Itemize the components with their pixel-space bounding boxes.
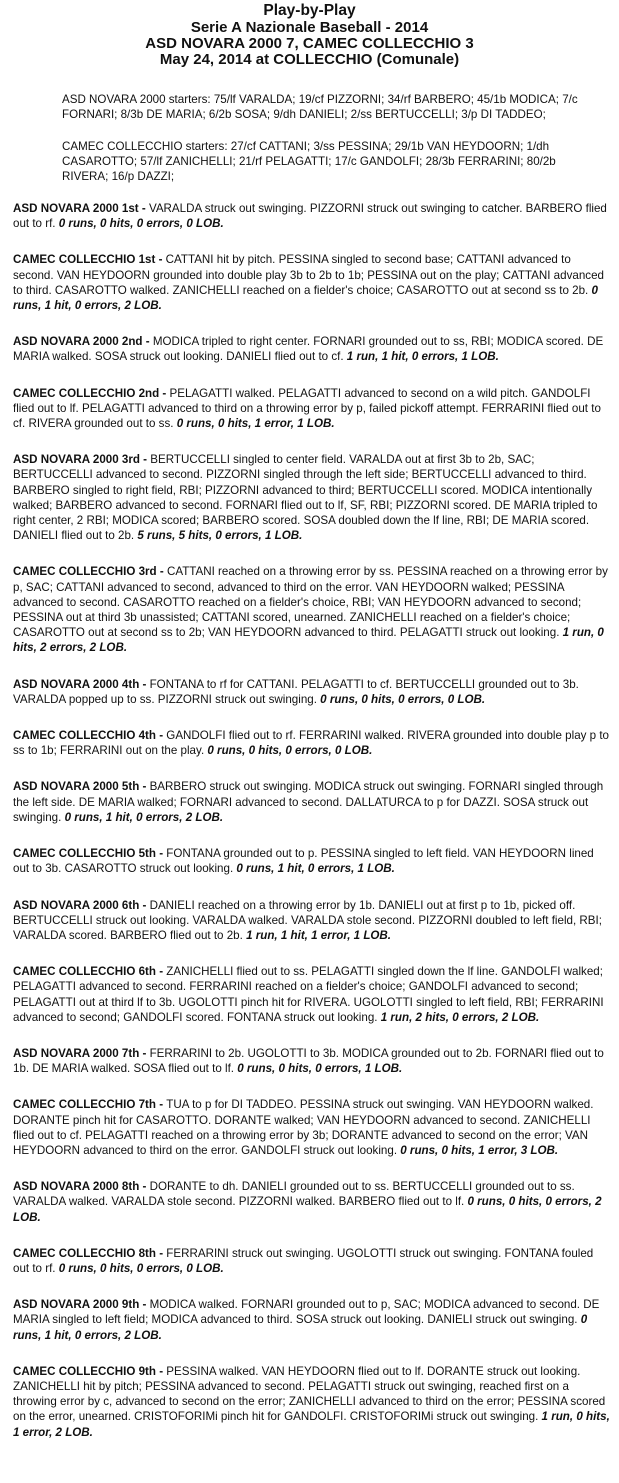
inning-plays: PELAGATTI walked. PELAGATTI advanced to second on a wild pitch. GANDOLFI flied out to lf. PELAGATTI advanced to third on a throwing error by p, failed pickoff attempt. FERRARINI flied out to cf. RIVERA grounded out to ss. — [13, 386, 601, 431]
inning-summary: 0 runs, 0 hits, 0 errors, 0 LOB. — [320, 692, 486, 706]
inning-summary: 0 runs, 0 hits, 1 error, 1 LOB. — [176, 417, 335, 431]
inning-label: ASD NOVARA 2000 9th - — [13, 1298, 150, 1312]
inning-summary: 1 run, 1 hit, 0 errors, 1 LOB. — [346, 350, 499, 364]
inning-label: ASD NOVARA 2000 8th - — [13, 1180, 150, 1194]
inning-label: CAMEC COLLECCHIO 9th - — [13, 1364, 167, 1378]
inning-label: CAMEC COLLECCHIO 2nd - — [13, 386, 170, 400]
inning-summary: 5 runs, 5 hits, 0 errors, 1 LOB. — [137, 529, 303, 543]
inning-label: CAMEC COLLECCHIO 1st - — [13, 253, 166, 267]
inning-plays: CATTANI hit by pitch. PESSINA singled to second base; CATTANI advanced to second. VAN HEYDOORN grounded into double play 3b to 2b to 1b; PESSINA out on the play; CATTANI advanced to third. CASAROTTO walked. ZANICHELLI reached on a fielder's choice; CASAROTTO out at second ss to 2b. — [13, 253, 604, 297]
inning-label: CAMEC COLLECCHIO 7th - — [13, 1098, 167, 1112]
inning-entry — [13, 1179, 611, 1225]
inning-summary: 0 runs, 0 hits, 0 errors, 2 LOB. — [13, 1195, 602, 1224]
inning-entry — [13, 728, 611, 758]
inning-entry — [13, 452, 611, 543]
inning-entry — [13, 1246, 611, 1276]
inning-label: ASD NOVARA 2000 6th - — [13, 898, 150, 912]
inning-plays: ZANICHELLI flied out to ss. PELAGATTI singled down the lf line. GANDOLFI walked; PELAGATTI advanced to second. FERRARINI reached on a fielder's choice; GANDOLFI advanced to second; PELAGATTI out at third lf to 3b. UGOLOTTI pinch hit for RIVERA. UGOLOTTI singled to left field, RBI; FERRARINI advanced to second; GANDOLFI scored. FONTANA struck out looking. — [13, 965, 604, 1024]
inning-entry — [13, 898, 611, 944]
inning-summary: 0 runs, 1 hit, 0 errors, 2 LOB. — [13, 283, 598, 313]
inning-entry — [13, 386, 611, 432]
inning-summary: 1 run, 0 hits, 1 error, 2 LOB. — [13, 1410, 610, 1439]
inning-plays: FONTANA grounded out to p. PESSINA singled to left field. VAN HEYDOORN lined out to 3b. CASAROTTO struck out looking. — [13, 847, 594, 876]
inning-label: ASD NOVARA 2000 3rd - — [13, 453, 151, 467]
inning-label: ASD NOVARA 2000 1st - — [13, 202, 149, 215]
inning-entry — [13, 1097, 611, 1158]
inning-entry — [13, 564, 611, 655]
inning-label: CAMEC COLLECCHIO 4th - — [13, 729, 167, 743]
inning-summary: 0 runs, 0 hits, 0 errors, 0 LOB. — [58, 217, 224, 231]
inning-summary: 0 runs, 1 hit, 0 errors, 2 LOB. — [64, 810, 224, 824]
inning-plays: FERRARINI to 2b. UGOLOTTI to 3b. MODICA grounded out to 2b. FORNARI flied out to 1b. DE MARIA walked. SOSA flied out to lf. — [13, 1046, 604, 1076]
league-title: Serie A Nazionale Baseball - 2014 — [190, 19, 429, 36]
inning-plays: MODICA tripled to right center. FORNARI grounded out to ss, RBI; MODICA scored. DE MARIA walked. SOSA struck out looking. DANIELI flied out to cf. — [13, 335, 604, 364]
inning-plays: CATTANI reached on a throwing error by ss. PESSINA reached on a throwing error by p, SAC; CATTANI advanced to second, advanced to third on the error. VAN HEYDOORN walked; PESSINA advanced to second. CASAROTTO reached on a fielder's choice, RBI; VAN HEYDOORN advanced to second; PESSINA out at third 3b unassisted; CATTANI scored, unearned. ZANICHELLI reached on a fielder's choice; CASAROTTO out at second ss to 2b; VAN HEYDOORN advanced to third. PELAGATTI struck out looking. — [13, 565, 608, 640]
date-venue-line: May 24, 2014 at COLLECCHIO (Comunale) — [159, 51, 460, 68]
inning-entry — [13, 1364, 611, 1440]
inning-plays: DORANTE to dh. DANIELI grounded out to ss. BERTUCCELLI grounded out to ss. VARALDA walked. VARALDA stole second. PIZZORNI walked. BARBERO flied out to lf. — [13, 1180, 575, 1209]
inning-summary: 0 runs, 1 hit, 0 errors, 1 LOB. — [236, 862, 395, 876]
inning-label: CAMEC COLLECCHIO 6th - — [13, 965, 167, 979]
inning-summary: 0 runs, 0 hits, 0 errors, 1 LOB. — [237, 1062, 403, 1076]
inning-entry — [13, 1297, 611, 1343]
inning-entry — [13, 846, 611, 876]
inning-label: ASD NOVARA 2000 2nd - — [13, 335, 153, 349]
inning-label: ASD NOVARA 2000 7th - — [13, 1046, 150, 1060]
inning-plays: GANDOLFI flied out to rf. FERRARINI walked. RIVERA grounded into double play p to ss to 1b; FERRARINI out on the play. — [13, 729, 609, 758]
inning-summary: 0 runs, 0 hits, 1 error, 3 LOB. — [400, 1143, 559, 1157]
inning-entry — [13, 677, 611, 707]
inning-label: CAMEC COLLECCHIO 3rd - — [13, 565, 167, 579]
away-starters: ASD NOVARA 2000 starters: 75/lf VARALDA; 19/cf PIZZORNI; 34/rf BARBERO; 45/1b MODICA; 7/c FORNARI; 8/3b DE MARIA; 6/2b SOSA; 9/dh DANIELI; 2/ss BERTUCCELLI; 3/p DI TADDEO; — [62, 93, 578, 121]
play-by-play-list — [13, 201, 611, 1440]
inning-summary: 1 run, 0 hits, 2 errors, 2 LOB. — [13, 626, 604, 655]
inning-plays: FERRARINI struck out swinging. UGOLOTTI struck out swinging. FONTANA fouled out to rf. — [13, 1246, 594, 1275]
inning-summary: 0 runs, 0 hits, 0 errors, 0 LOB. — [58, 1261, 224, 1275]
inning-summary: 1 run, 2 hits, 0 errors, 2 LOB. — [380, 1010, 540, 1024]
inning-label: CAMEC COLLECCHIO 8th - — [13, 1246, 167, 1260]
inning-entry — [13, 779, 611, 825]
report-header — [0, 0, 619, 68]
inning-plays: FONTANA to rf for CATTANI. PELAGATTI to cf. BERTUCCELLI grounded out to 3b. VARALDA popped up to ss. PIZZORNI struck out swinging. — [13, 677, 579, 706]
inning-plays: TUA to p for DI TADDEO. PESSINA struck out swinging. VAN HEYDOORN walked. DORANTE pinch hit for CASAROTTO. DORANTE walked; VAN HEYDOORN advanced to second. ZANICHELLI flied out to cf. PELAGATTI reached on a throwing error by 3b; DORANTE advanced to second on the error; VAN HEYDOORN advanced to third on the error. GANDOLFI struck out looking. — [13, 1098, 594, 1157]
inning-plays: MODICA walked. FORNARI grounded out to p, SAC; MODICA advanced to second. DE MARIA singled to left field; MODICA advanced to third. SOSA struck out looking. DANIELI struck out swinging. — [13, 1298, 600, 1327]
inning-entry — [13, 964, 611, 1025]
inning-entry — [13, 1046, 611, 1076]
score-line: ASD NOVARA 2000 7, CAMEC COLLECCHIO 3 — [145, 35, 474, 52]
inning-summary: 0 runs, 0 hits, 0 errors, 0 LOB. — [207, 744, 373, 758]
inning-plays: PESSINA walked. VAN HEYDOORN flied out to lf. DORANTE struck out looking. ZANICHELLI hit by pitch; PESSINA advanced to second. PELAGATTI struck out swinging, reached first on a throwing error by c, advanced to second on the error; ZANICHELLI advanced to third on the error; PESSINA scored on the error, unearned. CRISTOFORIMi pinch hit for GANDOLFI. CRISTOFORIMi struck out swinging. — [13, 1364, 606, 1424]
inning-label: ASD NOVARA 2000 5th - — [13, 780, 150, 794]
home-starters: CAMEC COLLECCHIO starters: 27/cf CATTANI; 3/ss PESSINA; 29/1b VAN HEYDOORN; 1/dh CASAROTTO; 57/lf ZANICHELLI; 21/rf PELAGATTI; 17/c GANDOLFI; 28/3b FERRARINI; 80/2b RIVERA; 16/p DAZZI; — [62, 140, 556, 183]
inning-plays: BERTUCCELLI singled to center field. VARALDA out at first 3b to 2b, SAC; BERTUCCELLI advanced to second. PIZZORNI singled through the left side; BERTUCCELLI advanced to third. BARBERO singled to right field, RBI; PIZZORNI advanced to third; BERTUCCELLI scored. MODICA intentionally walked; BARBERO advanced to second. FORNARI flied out to lf, SF, RBI; PIZZORNI scored. DE MARIA tripled to right center, 2 RBI; MODICA scored; BARBERO scored. SOSA doubled down the lf line, RBI; DE MARIA scored. DANIELI flied out to 2b. — [13, 453, 598, 543]
starters-section — [62, 92, 595, 184]
page-title: Play-by-Play — [263, 2, 356, 19]
inning-plays: BARBERO struck out swinging. MODICA struck out swinging. FORNARI singled through the left side. DE MARIA walked; FORNARI advanced to second. DALLATURCA to p for DAZZI. SOSA struck out swinging. — [13, 780, 604, 824]
inning-summary: 0 runs, 1 hit, 0 errors, 2 LOB. — [13, 1313, 588, 1342]
inning-entry — [13, 252, 611, 313]
inning-entry — [13, 201, 611, 231]
inning-plays: DANIELI reached on a throwing error by 1b. DANIELI out at first p to 1b, picked off. BERTUCCELLI struck out looking. VARALDA walked. VARALDA stole second. PIZZORNI doubled to left field, RBI; VARALDA scored. BARBERO flied out to 2b. — [13, 898, 602, 942]
inning-summary: 1 run, 1 hit, 1 error, 1 LOB. — [246, 928, 392, 942]
inning-label: ASD NOVARA 2000 4th - — [13, 677, 150, 691]
inning-label: CAMEC COLLECCHIO 5th - — [13, 847, 167, 861]
inning-plays: VARALDA struck out swinging. PIZZORNI struck out swinging to catcher. BARBERO flied out to rf. — [13, 202, 607, 231]
inning-entry — [13, 334, 611, 364]
